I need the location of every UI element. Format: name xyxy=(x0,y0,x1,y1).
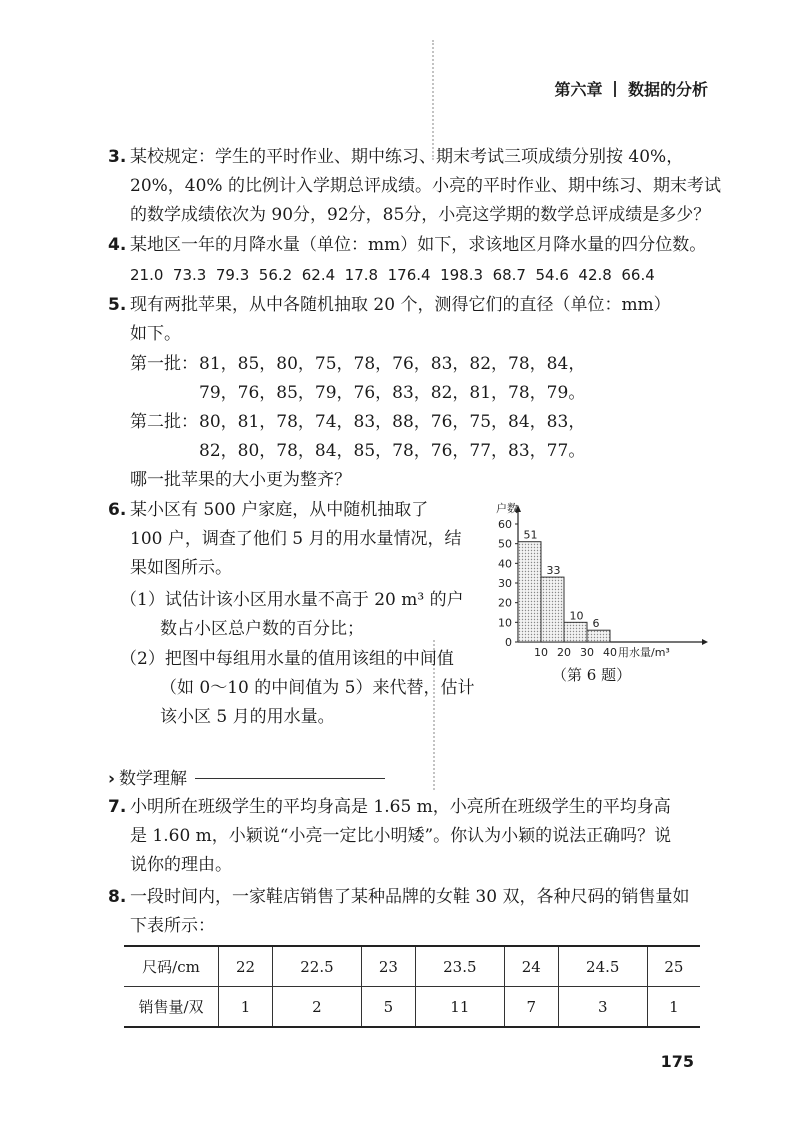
q3-line-2: 20%，40% 的比例计入学期总评成绩。小亮的平时作业、期中练习、期末考试 xyxy=(130,176,721,196)
y-tick-label: 20 xyxy=(498,596,512,610)
histogram-bar xyxy=(564,622,587,642)
table-row xyxy=(124,946,700,987)
section-heading xyxy=(108,764,385,789)
x-tick-label: 40 xyxy=(603,646,617,659)
q6-number: 6. xyxy=(108,500,127,520)
q6-part1-line-1: （1）试估计该小区用水量不高于 20 m³ 的户 xyxy=(120,590,464,610)
table-cell: 24.5 xyxy=(558,946,647,987)
x-axis-label: 用水量/m³ xyxy=(618,646,670,659)
chapter-header xyxy=(554,77,708,100)
q6-line-3: 果如图所示。 xyxy=(130,558,232,578)
q3-number: 3. xyxy=(108,147,127,167)
figure-caption: （第 6 题） xyxy=(552,666,632,684)
row-header-sales: 销售量/双 xyxy=(124,987,219,1028)
page-number: 175 xyxy=(660,1052,694,1071)
q5-batch2-row1: 80，81，78，74，83，88，76，75，84，83， xyxy=(199,412,586,432)
bar-value-label: 51 xyxy=(523,528,538,542)
table-cell: 23 xyxy=(361,946,415,987)
x-tick-label: 10 xyxy=(534,646,548,659)
bar-value-label: 33 xyxy=(546,564,561,578)
table-cell: 25 xyxy=(647,946,700,987)
q7-line-1: 小明所在班级学生的平均身高是 1.65 m，小亮所在班级学生的平均身高 xyxy=(130,797,671,817)
x-tick-label: 30 xyxy=(580,646,594,659)
row-header-size: 尺码/cm xyxy=(124,946,219,987)
y-tick-label: 10 xyxy=(498,616,512,630)
q6-line-1: 某小区有 500 户家庭，从中随机抽取了 xyxy=(130,500,429,520)
table-row xyxy=(124,987,700,1028)
q4-data: 21.0 73.3 79.3 56.2 62.4 17.8 176.4 198.3 68.7 54.6 42.8 66.4 xyxy=(130,266,655,284)
chapter-label: 第六章 xyxy=(554,80,603,99)
table-cell: 11 xyxy=(415,987,504,1028)
q4-text: 某地区一年的月降水量（单位：mm）如下，求该地区月降水量的四分位数。 xyxy=(130,235,707,255)
y-tick-label: 50 xyxy=(498,537,512,551)
q8-line-1: 一段时间内，一家鞋店销售了某种品牌的女鞋 30 双，各种尺码的销售量如 xyxy=(130,887,690,907)
q7-number: 7. xyxy=(108,797,127,817)
header-divider xyxy=(614,81,616,97)
table-cell: 1 xyxy=(219,987,273,1028)
table-cell: 2 xyxy=(272,987,361,1028)
section-title: 数学理解 xyxy=(119,769,188,789)
y-tick-label: 60 xyxy=(498,518,512,531)
q5-line-1: 现有两批苹果，从中各随机抽取 20 个，测得它们的直径（单位：mm） xyxy=(130,295,671,315)
q6-part1-line-2: 数占小区总户数的百分比； xyxy=(160,619,364,639)
y-tick-label: 0 xyxy=(505,636,512,649)
bar-value-label: 6 xyxy=(592,617,600,631)
table-cell: 22.5 xyxy=(272,946,361,987)
q5-batch1-row1: 81，85，80，75，78，76，83，82，78，84， xyxy=(199,354,586,374)
table-cell: 3 xyxy=(558,987,647,1028)
table-cell: 24 xyxy=(504,946,558,987)
shoe-sales-table xyxy=(124,945,700,1028)
histogram-bar xyxy=(518,542,541,642)
table-cell: 22 xyxy=(219,946,273,987)
histogram-bar xyxy=(541,577,564,642)
y-axis-label: 户数 xyxy=(496,502,518,515)
q3-line-1: 某校规定：学生的平时作业、期中练习、期末考试三项成绩分别按 40%， xyxy=(130,147,684,167)
section-rule xyxy=(195,778,385,779)
q5-line-2: 如下。 xyxy=(130,324,181,344)
table-cell: 1 xyxy=(647,987,700,1028)
scan-artifact xyxy=(432,40,434,160)
q6-line-2: 100 户，调查了他们 5 月的用水量情况，结 xyxy=(130,529,462,549)
q4-number: 4. xyxy=(108,235,127,255)
q5-question: 哪一批苹果的大小更为整齐？ xyxy=(130,470,351,490)
table-cell: 23.5 xyxy=(415,946,504,987)
bar-value-label: 10 xyxy=(569,609,584,623)
table-cell: 7 xyxy=(504,987,558,1028)
q7-line-2: 是 1.60 m，小颖说“小亮一定比小明矮”。你认为小颖的说法正确吗？说 xyxy=(130,826,672,846)
q8-line-2: 下表所示： xyxy=(130,916,215,936)
q6-part2-line-3: 该小区 5 月的用水量。 xyxy=(160,707,335,727)
q5-batch2-label: 第二批： xyxy=(130,412,198,432)
q3-line-3: 的数学成绩依次为 90分，92分，85分，小亮这学期的数学总评成绩是多少？ xyxy=(130,205,711,225)
chevron-right-icon: › xyxy=(108,769,116,789)
y-tick-label: 30 xyxy=(498,577,512,590)
x-axis-arrow xyxy=(702,639,708,645)
chapter-title: 数据的分析 xyxy=(627,80,708,99)
water-usage-histogram xyxy=(470,498,710,664)
q8-number: 8. xyxy=(108,887,127,907)
y-tick-label: 40 xyxy=(498,557,512,571)
q7-line-3: 说你的理由。 xyxy=(130,855,232,875)
q5-number: 5. xyxy=(108,295,127,315)
q6-part2-line-2: （如 0～10 的中间值为 5）来代替，估计 xyxy=(160,678,475,698)
histogram-bar xyxy=(587,630,610,642)
q5-batch1-label: 第一批： xyxy=(130,354,198,374)
x-tick-label: 20 xyxy=(557,646,571,659)
q5-batch2-row2: 82，80，78，84，85，78，76，77，83，77。 xyxy=(199,441,586,461)
q5-batch1-row2: 79，76，85，79，76，83，82，81，78，79。 xyxy=(199,383,586,403)
q6-part2-line-1: （2）把图中每组用水量的值用该组的中间值 xyxy=(120,649,454,669)
table-cell: 5 xyxy=(361,987,415,1028)
